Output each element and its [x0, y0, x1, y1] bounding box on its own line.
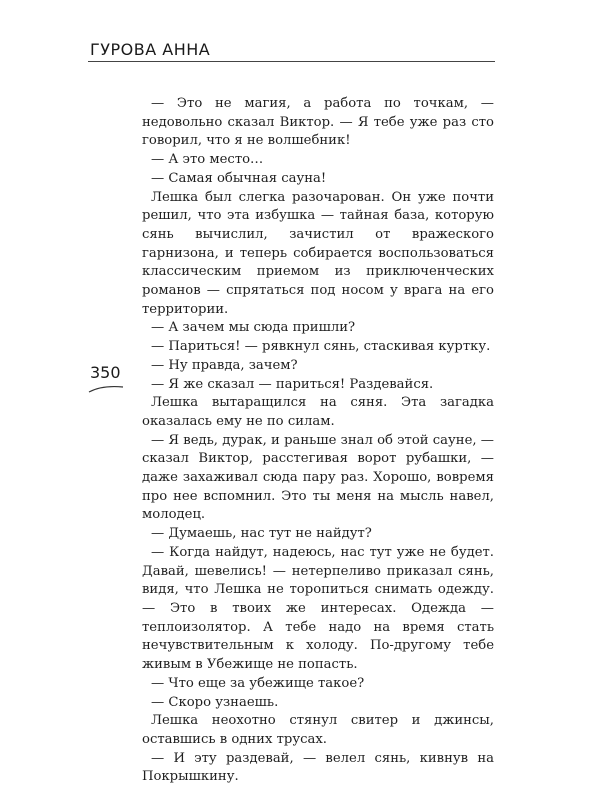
- paragraph: — Я ведь, дурак, и раньше знал об этой сауне, — сказал Виктор, расстегивая ворот рубашки, — даже захаживал сюда пару раз. Хорошо, вовремя про нее вспомнил. Это ты меня на мысль навел, молодец.: [142, 432, 494, 523]
- header-rule: [88, 61, 495, 62]
- paragraph: — Это не магия, а работа по точкам, — недовольно сказал Виктор. — Я тебе уже раз сто говорил, что я не волшебник!: [142, 96, 494, 149]
- paragraph: Лешка был слегка разочарован. Он уже почти решил, что эта избушка — тайная база, которую сянь вычислил, зачистил от вражеского гарнизона, и теперь собирается воспользоваться классическим приемом из приключенческих романов — спрятаться под носом у врага на его территории.: [142, 189, 494, 317]
- paragraph: Лешка неохотно стянул свитер и джинсы, оставшись в одних трусах.: [142, 713, 494, 747]
- paragraph: — Париться! — рявкнул сянь, стаскивая куртку.: [151, 339, 491, 355]
- paragraph: — Скоро узнаешь.: [151, 694, 279, 710]
- page-number-swoosh-ornament: [88, 384, 124, 394]
- paragraph: — Самая обычная сауна!: [151, 170, 327, 186]
- paragraph: — Ну правда, зачем?: [151, 357, 298, 373]
- paragraph: — Я же сказал — париться! Раздевайся.: [151, 376, 434, 392]
- paragraph: — А это место…: [151, 152, 264, 168]
- body-text: [142, 95, 494, 787]
- paragraph: — А зачем мы сюда пришли?: [151, 320, 356, 336]
- running-title: ГУРОВА АННА: [90, 40, 211, 59]
- paragraph: — Думаешь, нас тут не найдут?: [151, 526, 372, 542]
- paragraph: — Что еще за убежище такое?: [151, 675, 365, 691]
- page-number: 350: [90, 363, 121, 382]
- paragraph: — Когда найдут, надеюсь, нас тут уже не будет. Давай, шевелись! — нетерпеливо приказал сянь, видя, что Лешка не торопиться снимать одежду. — Это в твоих же интересах. Одежда — теплоизолятор. А тебе надо на время стать нечувствительным к холоду. По-другому тебе живым в Убежище не попасть.: [142, 544, 494, 673]
- paragraph: — И эту раздевай, — велел сянь, кивнув на Покрышкину.: [142, 750, 494, 785]
- paragraph: Лешка вытаращился на сяня. Эта загадка оказалась ему не по силам.: [142, 395, 494, 429]
